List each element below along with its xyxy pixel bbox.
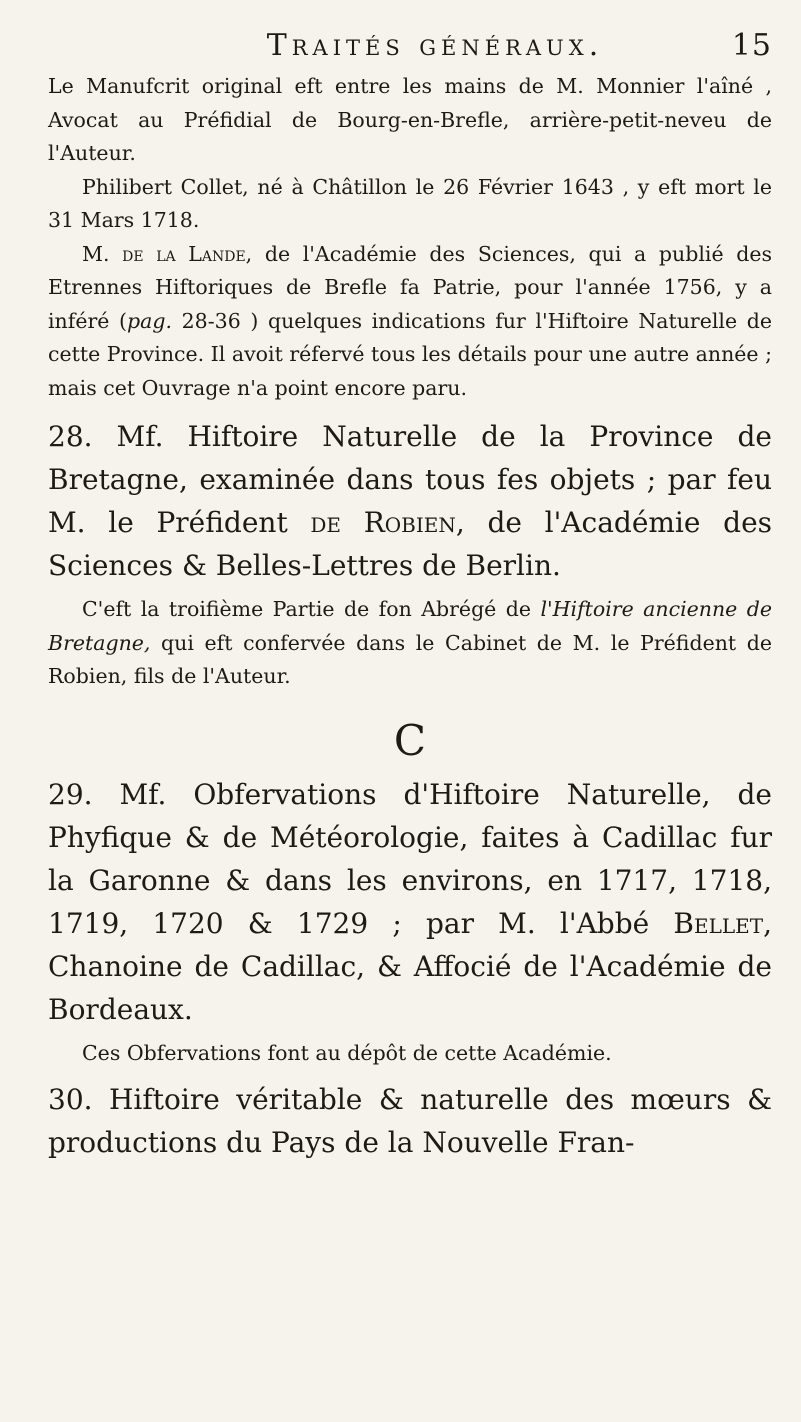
- entry-29-author: Bellet: [673, 906, 764, 940]
- entry-28-note-tail: qui eft confervée dans le Cabinet de M. le Préfident de Robien, fils de l'Auteur.: [48, 630, 772, 688]
- section-letter: C: [393, 715, 427, 765]
- running-title: Traités généraux.: [266, 28, 604, 63]
- entry-28-note: [48, 593, 772, 694]
- entry-28-note-lead: C'eft la troifième Partie de fon Abrégé de: [82, 597, 541, 621]
- entry-28: [48, 415, 772, 587]
- entry-28-tail: , de l'Académie des Sciences & Belles-Lettres de Berlin.: [48, 506, 773, 582]
- de-la-lande-lead: M.: [82, 241, 123, 266]
- de-la-lande-pag: pag.: [127, 308, 173, 333]
- entry-29-tail: , Chanoine de Cadillac, & Affocié de l'Académie de Bordeaux.: [48, 906, 772, 1026]
- de-la-lande-name: de la Lande: [122, 241, 246, 266]
- page-number: 15: [731, 28, 772, 63]
- entry-28-lead: 28. Mf. Hiftoire Naturelle de la Province de Bretagne, examinée dans tous fes objets ; par feu M. le Préfident: [48, 420, 772, 539]
- page-body: [48, 28, 772, 1164]
- entry-28-note-title: l'Hiftoire ancienne de Bretagne,: [48, 597, 772, 655]
- entry-29-lead: 29. Mf. Obfervations d'Hiftoire Naturelle, de Phyfique & de Météorologie, faites à Cadillac fur la Garonne & dans les environs, en 1717, 1718, 1719, 1720 & 1729 ; par M. l'Abbé: [48, 777, 772, 940]
- paragraph-de-la-lande: [48, 238, 772, 406]
- entry-28-author: de Robien: [310, 506, 456, 539]
- entry-29: [48, 773, 772, 1031]
- entry-29-note: Ces Obfervations font au dépôt de cette Académie.: [82, 1040, 612, 1065]
- paragraph-collet-dates: Philibert Collet, né à Châtillon le 26 Février 1643 , y eft mort le 31 Mars 1718.: [48, 174, 772, 232]
- running-head: [48, 28, 772, 70]
- de-la-lande-text-a: , de l'Académie des Sciences, qui a publié des Etrennes Hiftoriques de Brefle fa Patrie, pour l'année 1756, y a inféré (: [48, 241, 772, 333]
- entry-30: 30. Hiftoire véritable & naturelle des mœurs & productions du Pays de la Nouvelle Fran-: [48, 1083, 772, 1159]
- de-la-lande-text-b: 28-36 ) quelques indications fur l'Hiftoire Naturelle de cette Province. Il avoit réfervé tous les détails pour une autre année ; mais cet Ouvrage n'a point encore paru.: [48, 308, 772, 400]
- paragraph-manuscript-note: Le Manufcrit original eft entre les mains de M. Monnier l'aîné , Avocat au Préfidial de Bourg-en-Brefle, arrière-petit-neveu de l'Auteur.: [48, 74, 772, 165]
